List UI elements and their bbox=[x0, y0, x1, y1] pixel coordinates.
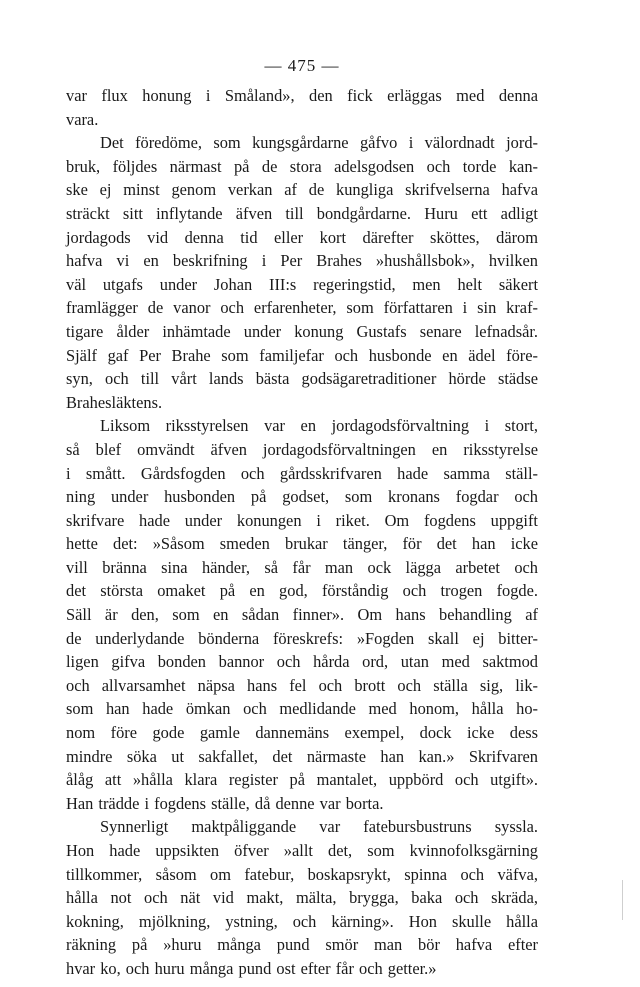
text-line: Han trädde i fogdens ställe, då denne var borta. bbox=[66, 793, 384, 813]
text-line: i smått. Gårdsfogden och gårdsskrifvaren hade samma ställ- bbox=[66, 463, 538, 483]
text-line: Det föredöme, som kungsgårdarne gåfvo i välordnadt jord- bbox=[100, 133, 538, 153]
text-line: tillkommer, såsom om fatebur, boskapsrykt, spinna och väfva, bbox=[66, 864, 538, 884]
book-page bbox=[66, 50, 538, 981]
text-line: hafva vi en beskrifning i Per Brahes »hushållsbok», hvilken bbox=[66, 251, 538, 271]
text-line: var flux honung i Småland», den fick erläggas med denna bbox=[66, 86, 538, 105]
text-line: och allvarsamhet näpsa hans fel och brott och ställa sig, lik- bbox=[66, 675, 538, 695]
text-line: mindre söka ut sakfallet, det närmaste han kan.» Skrifvaren bbox=[66, 746, 538, 766]
text-line: Hon hade uppsikten öfver »allt det, som kvinnofolksgärning bbox=[66, 841, 538, 860]
text-line: väl utgafs under Johan III:s regeringstid, men helt säkert bbox=[66, 274, 538, 294]
text-line: det största omaket på en god, förståndig och trogen fogde. bbox=[66, 581, 538, 601]
scan-edge-mark bbox=[622, 880, 623, 920]
text-line: bruk, följdes närmast på de stora adelsgodsen och torde kan- bbox=[66, 156, 538, 176]
text-line: sträckt sitt inflytande äfven till bondgårdarne. Huru ett adligt bbox=[66, 203, 538, 223]
text-line: hvar ko, och huru många pund ost efter får och getter.» bbox=[66, 958, 437, 978]
text-line: som han hade ömkan och medlidande med honom, hålla ho- bbox=[66, 699, 538, 719]
body-text bbox=[66, 84, 538, 981]
text-line: hette det: »Såsom smeden brukar tänger, för det han icke bbox=[66, 534, 538, 554]
text-line: ske ej minst genom verkan af de kungliga skrifvelserna hafva bbox=[66, 180, 538, 200]
page-number: — 475 — bbox=[264, 56, 340, 75]
text-line: ligen gifva bonden bannor och hårda ord, utan med saktmod bbox=[66, 652, 538, 672]
text-line: kokning, mjölkning, ystning, och kärning». Hon skulle hålla bbox=[66, 911, 538, 931]
text-line: tigare ålder inhämtade under konung Gustafs senare lefnadsår. bbox=[66, 321, 538, 341]
text-line: vara. bbox=[66, 109, 99, 129]
text-line: hålla not och nät vid makt, mälta, brygga, baka och skräda, bbox=[66, 888, 538, 908]
text-line: så blef omvändt äfven jordagodsförvaltningen en riksstyrelse bbox=[66, 439, 538, 459]
text-line: jordagods vid denna tid eller kort därefter sköttes, därom bbox=[66, 227, 538, 247]
text-line: syn, och till vårt lands bästa godsägaretraditioner hörde städse bbox=[66, 369, 538, 389]
text-line: de underlydande bönderna föreskrefs: »Fogden skall ej bitter- bbox=[66, 628, 538, 648]
text-line: Säll är den, som en sådan finner». Om hans behandling af bbox=[66, 605, 538, 625]
text-line: Brahesläktens. bbox=[66, 392, 163, 412]
text-line: skrifvare hade under konungen i riket. Om fogdens uppgift bbox=[66, 510, 538, 530]
text-line: ålåg att »hålla klara register på mantalet, uppbörd och utgift». bbox=[66, 770, 538, 790]
text-line: ning under husbonden på godset, som kronans fogdar och bbox=[66, 487, 538, 507]
text-line: räkning på »huru många pund smör man bör hafva efter bbox=[66, 935, 538, 955]
text-line: Synnerligt maktpåliggande var fatebursbustruns syssla. bbox=[100, 817, 538, 837]
text-line: nom före gode gamle dannemäns exempel, dock icke dess bbox=[66, 723, 538, 743]
text-line: Själf gaf Per Brahe som familjefar och husbonde en ädel före- bbox=[66, 345, 538, 365]
text-line: Liksom riksstyrelsen var en jordagodsförvaltning i stort, bbox=[100, 416, 538, 436]
text-line: framlägger de vanor och erfarenheter, som författaren i sin kraf- bbox=[66, 298, 538, 318]
text-line: vill bränna sina händer, så får man ock lägga arbetet och bbox=[66, 557, 538, 577]
